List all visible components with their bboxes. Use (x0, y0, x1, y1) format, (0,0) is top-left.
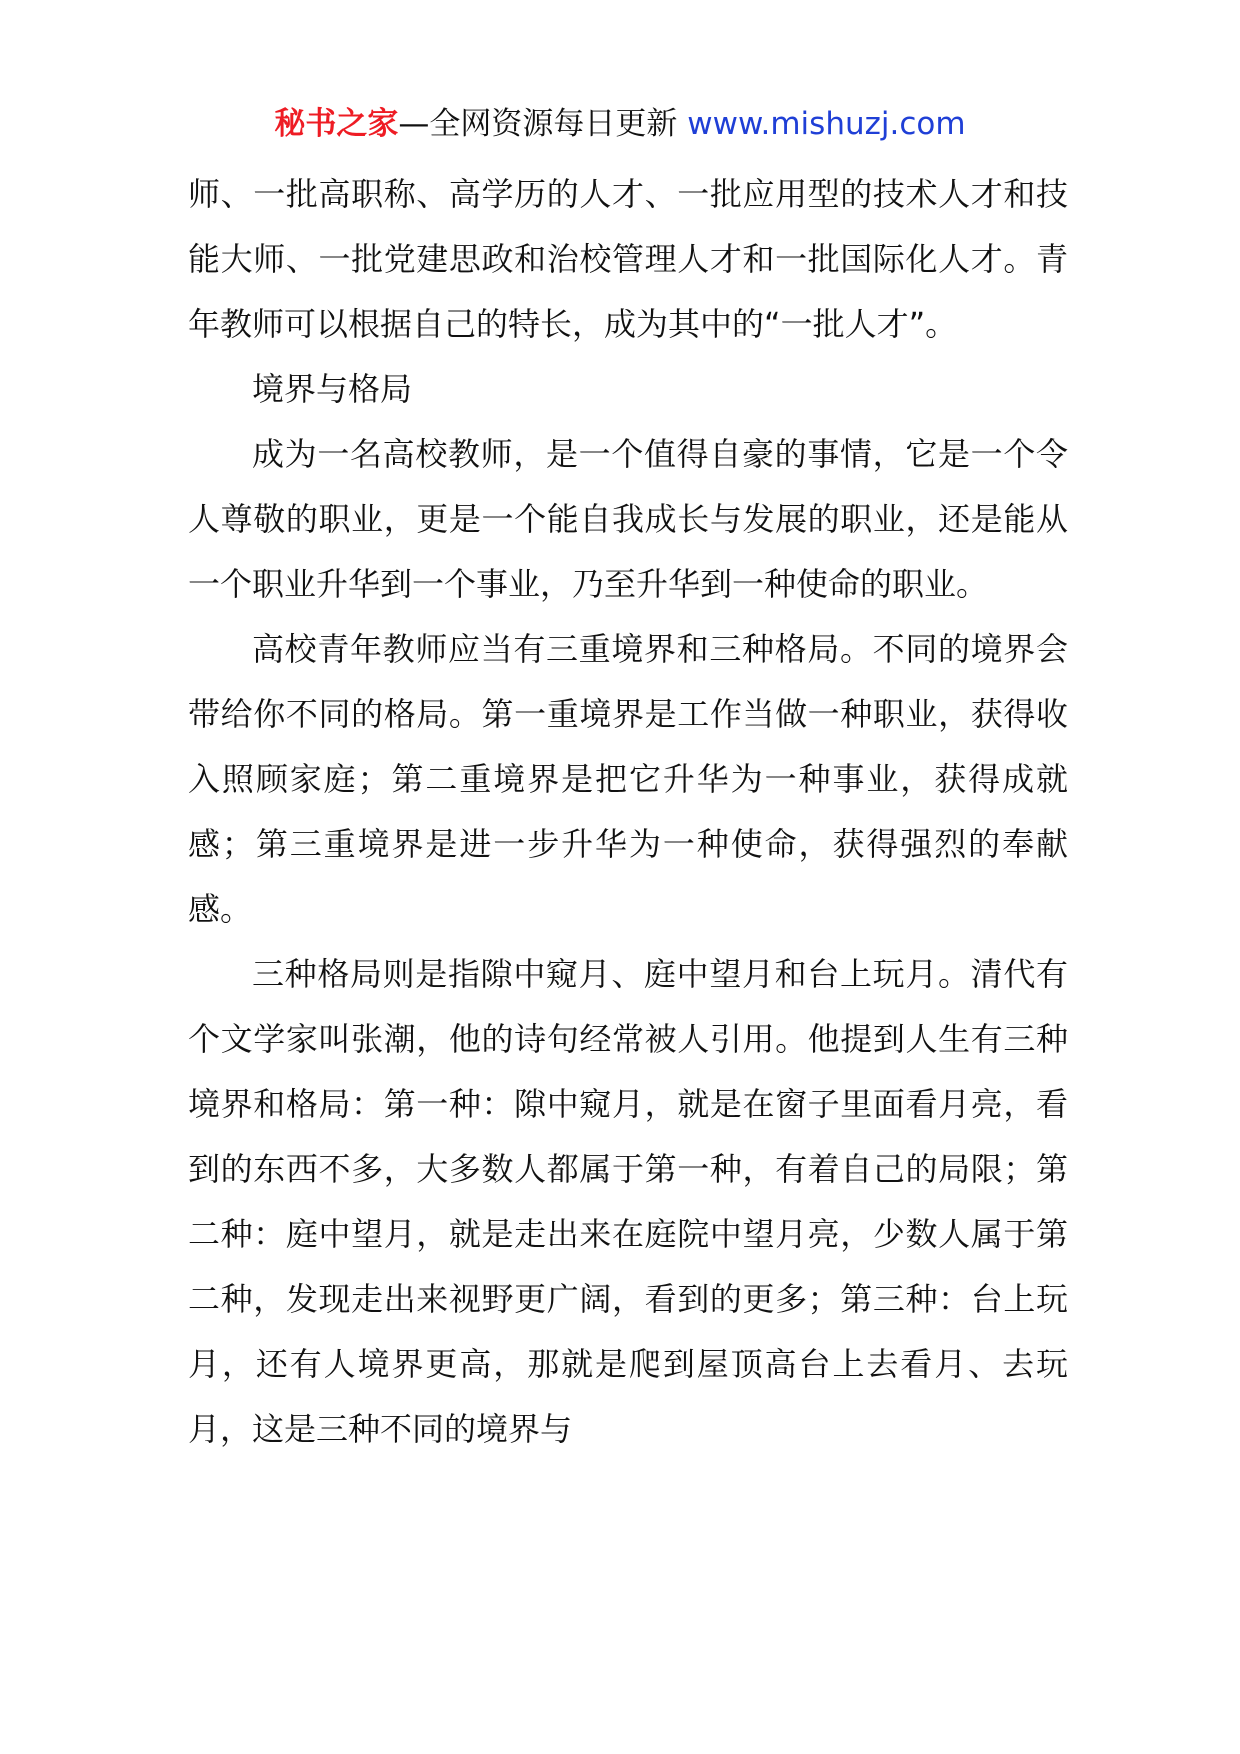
website-url[interactable]: www.mishuzj.com (687, 106, 966, 142)
paragraph: 成为一名高校教师，是一个值得自豪的事情，它是一个令人尊敬的职业，更是一个能自我成长与发展的职业，还是能从一个职业升华到一个事业，乃至升华到一种使命的职业。 (188, 435, 1068, 603)
brand-name: 秘书之家 (274, 106, 399, 142)
page-header (0, 102, 1240, 146)
paragraph: 三种格局则是指隙中窥月、庭中望月和台上玩月。清代有个文学家叫张潮，他的诗句经常被人引用。他提到人生有三种境界和格局：第一种：隙中窥月，就是在窗子里面看月亮，看到的东西不多，大多数人都属于第一种，有着自己的局限；第二种：庭中望月，就是走出来在庭院中望月亮，少数人属于第二种，发现走出来视野更广阔，看到的更多；第三种：台上玩月，还有人境界更高，那就是爬到屋顶高台上去看月、去玩月，这是三种不同的境界与 (188, 955, 1068, 1448)
paragraph-continuation: 师、一批高职称、高学历的人才、一批应用型的技术人才和技能大师、一批党建思政和治校管理人才和一批国际化人才。青年教师可以根据自己的特长，成为其中的“一批人才”。 (188, 175, 1068, 343)
section-heading: 境界与格局 (252, 370, 413, 408)
header-tagline: —全网资源每日更新 (398, 106, 688, 142)
document-body (188, 162, 1068, 1462)
paragraph: 高校青年教师应当有三重境界和三种格局。不同的境界会带给你不同的格局。第一重境界是工作当做一种职业，获得收入照顾家庭；第二重境界是把它升华为一种事业，获得成就感；第三重境界是进一步升华为一种使命，获得强烈的奉献感。 (188, 630, 1068, 928)
